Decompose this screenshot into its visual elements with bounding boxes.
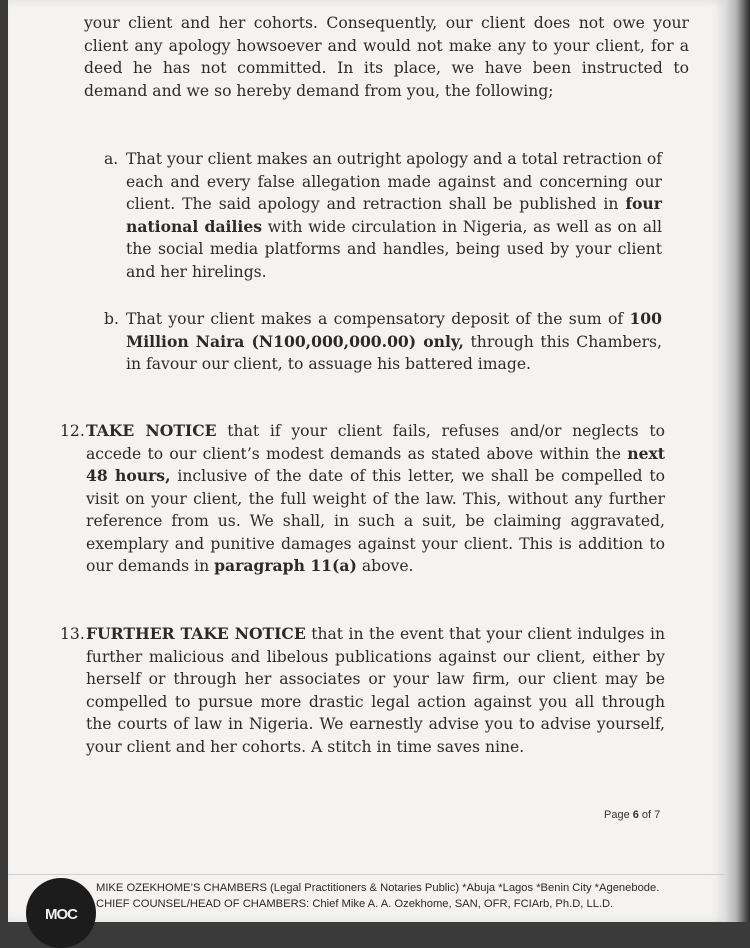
demand-b-bold: 100 Million Naira (N100,000,000.00) only,	[126, 309, 662, 351]
demand-a-text	[126, 148, 662, 283]
demand-b-text	[126, 308, 662, 376]
footer-divider	[8, 874, 726, 875]
page-number	[604, 809, 660, 821]
paragraph-12-bold-2: next 48 hours,	[86, 443, 665, 485]
demand-b-text-1: That your client makes a compensatory deposit of the sum of	[126, 310, 630, 328]
paragraph-13-number: 13.	[60, 625, 85, 643]
logo-text: MOC	[45, 906, 77, 923]
paragraph-13-text-1: that in the event that your client indulges in further malicious and libelous publications against our client, either by herself or through her associates or your law firm, our client may be compelled to pursue more drastic legal action against you all through the courts of law in Nigeria. We earnestly advise you to advise yourself, your client and her cohorts. A stitch in time saves nine.	[86, 625, 666, 756]
page-edge-shadow	[726, 0, 750, 922]
page-number-middle: of	[638, 809, 655, 821]
footer-line-1: MIKE OZEKHOME’S CHAMBERS (Legal Practitioners & Notaries Public) *Abuja *Lagos *Benin City *Agenebode.	[96, 882, 660, 894]
paragraph-13-bold-1: FURTHER TAKE NOTICE	[86, 624, 306, 643]
paragraph-12-bold-3: paragraph 11(a)	[214, 556, 357, 575]
paragraph-12-number: 12.	[60, 422, 85, 440]
paragraph-13-text	[86, 623, 665, 758]
intro-paragraph: your client and her cohorts. Consequently, our client does not owe your client any apology howsoever and would not make any to your client, for a deed he has not committed. In its place, we have been instructed to demand and we so hereby demand from you, the following;	[84, 14, 689, 100]
paragraph-12-text-1: that if your client fails, refuses and/or neglects to accede to our client’s modest demands as stated above within the	[86, 422, 665, 463]
paragraph-12-text-3: above.	[356, 557, 414, 575]
paragraph-12-text-2: inclusive of the date of this letter, we shall be compelled to visit on your client, the full weight of the law. This, without any further reference from us. We shall, in such a suit, be claiming aggravated, exemplary and punitive damages against your client. This is addition to our demands in	[86, 467, 665, 575]
demand-b-label: b.	[104, 310, 119, 328]
demand-a-label: a.	[104, 150, 119, 168]
page-number-prefix: Page	[604, 809, 633, 821]
demand-a-bold: four national dailies	[126, 194, 662, 236]
paragraph-12-bold-1: TAKE NOTICE	[86, 421, 217, 440]
demand-a-text-1: That your client makes an outright apology and a total retraction of each and every false allegation made against and concerning our client. The said apology and retraction shall be published in	[126, 150, 662, 213]
demand-a-text-2: with wide circulation in Nigeria, as well as on all the social media platforms and handles, being used by your client and her hirelings.	[126, 217, 662, 281]
chambers-logo	[26, 878, 96, 948]
footer-line-2: CHIEF COUNSEL/HEAD OF CHAMBERS: Chief Mike A. A. Ozekhome, SAN, OFR, FCIArb, Ph.D, LL.D.	[96, 898, 614, 910]
demand-b-text-2: through this Chambers, in favour our client, to assuage his battered image.	[126, 332, 662, 373]
page-number-current: 6	[632, 809, 639, 821]
paragraph-12-text	[86, 420, 665, 578]
page-number-total: 7	[654, 809, 661, 821]
